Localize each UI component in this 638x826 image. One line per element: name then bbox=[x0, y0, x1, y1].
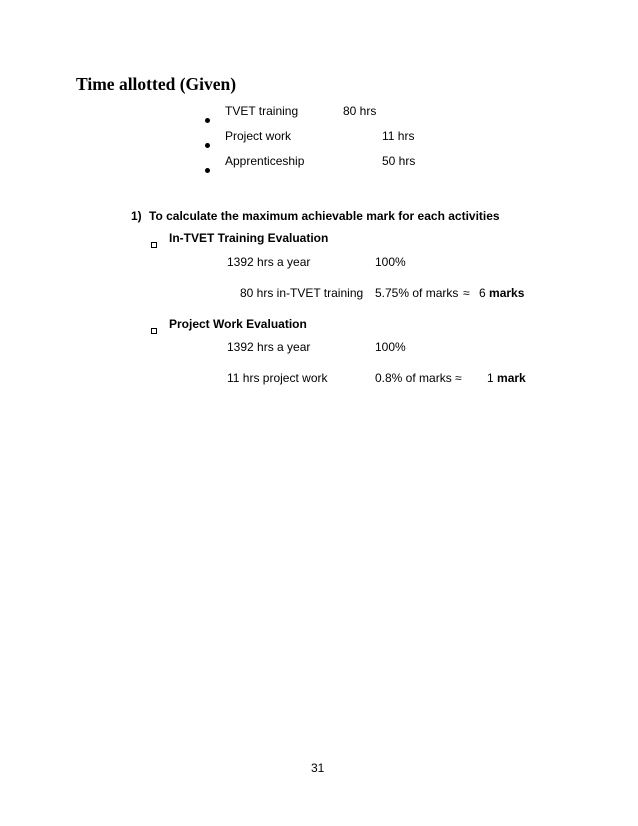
section-row-value: 5.75% of marks bbox=[375, 286, 459, 300]
bullet-dot-icon bbox=[205, 160, 210, 178]
time-item-label: TVET training bbox=[225, 104, 299, 118]
bullet-dot-icon bbox=[205, 135, 210, 153]
page-heading: Time allotted (Given) bbox=[76, 74, 237, 94]
time-item-label: Project work bbox=[225, 129, 292, 143]
section-row-value: 0.8% of marks ≈ bbox=[375, 371, 462, 385]
time-item-hours: 50 hrs bbox=[382, 154, 416, 168]
section-title: Project Work Evaluation bbox=[169, 317, 307, 331]
checkbox-square-icon bbox=[151, 235, 157, 253]
section-row-label: 1392 hrs a year bbox=[227, 255, 311, 269]
result-unit: mark bbox=[497, 371, 526, 385]
time-item-label: Apprenticeship bbox=[225, 154, 305, 168]
time-item-hours: 11 hrs bbox=[382, 129, 415, 143]
approx-symbol: ≈ bbox=[463, 286, 470, 300]
result-value bbox=[487, 371, 526, 385]
section-row-label: 11 hrs project work bbox=[227, 371, 328, 385]
section-row-value: 100% bbox=[375, 255, 406, 269]
section-title: In-TVET Training Evaluation bbox=[169, 231, 329, 245]
section-row-value: 100% bbox=[375, 340, 406, 354]
bullet-dot-icon bbox=[205, 110, 210, 128]
result-number: 1 bbox=[487, 371, 494, 385]
result-unit: marks bbox=[489, 286, 525, 300]
step-text: To calculate the maximum achievable mark for each activities bbox=[149, 209, 500, 223]
step-number: 1) bbox=[131, 209, 142, 223]
result-value bbox=[479, 286, 524, 300]
checkbox-square-icon bbox=[151, 321, 157, 339]
result-number: 6 bbox=[479, 286, 486, 300]
section-row-label: 1392 hrs a year bbox=[227, 340, 311, 354]
section-row-label: 80 hrs in-TVET training bbox=[240, 286, 364, 300]
time-item-hours: 80 hrs bbox=[343, 104, 377, 118]
page-number: 31 bbox=[311, 761, 325, 775]
